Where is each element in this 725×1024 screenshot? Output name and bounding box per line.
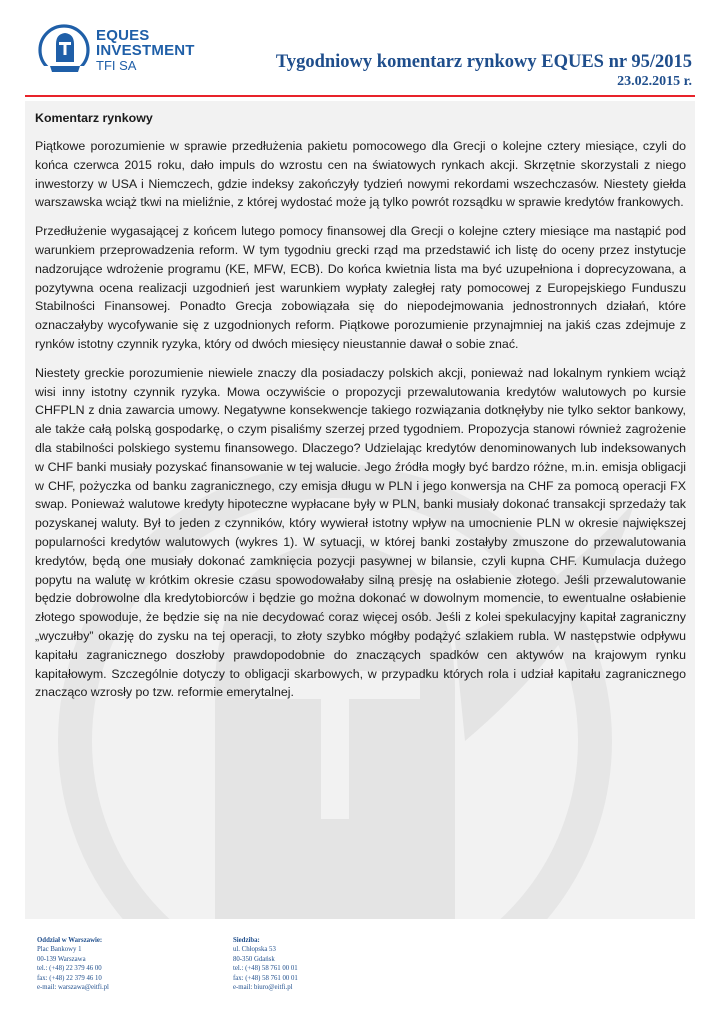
- page-header: [0, 0, 725, 100]
- warsaw-office-contact: [37, 936, 109, 992]
- warsaw-heading: Oddział w Warszawie:: [37, 937, 103, 944]
- paragraph-2: Przedłużenie wygasającej z końcem lutego pomocy finansowej dla Grecji o kolejne cztery miesiące ma nastąpić pod warunkiem przeprowadzenia reform. W tym tygodniu grecki rząd ma przedstawić ich listę do oceny przez instytucje nadzorujące wdrożenie programu (KE, MFW, ECB). Do końca kwietnia lista ma być uzupełniona i doprecyzowana, a pozytywna ocena realizacji uzgodnień jest warunkiem wypłaty zaległej raty pomocowej z Europejskiego Funduszu Stabilności Finansowej. Ponadto Grecja zobowiązała się do niepodejmowania jednostronnych działań, które oznaczałyby wycofywanie się z uzgodnionych reform. Piątkowe porozumienie przynajmniej na jakiś czas zdejmuje z rynków istotny czynnik ryzyka, który od dwóch miesięcy nieustannie dawał o sobie znać.: [35, 224, 686, 351]
- warsaw-fax: fax: (+48) 22 379 46 10: [37, 974, 102, 982]
- commentary-panel: [25, 101, 695, 919]
- warsaw-phone: tel.: (+48) 22 379 46 00: [37, 965, 102, 973]
- headquarters-contact: [233, 936, 298, 992]
- section-title: Komentarz rynkowy: [35, 111, 153, 125]
- logo-line-eques: EQUES: [96, 27, 150, 44]
- logo-line-tfi: TFI SA: [96, 58, 137, 73]
- hq-street: ul. Chłopska 53: [233, 946, 276, 954]
- hq-fax: fax: (+48) 58 761 00 01: [233, 974, 298, 982]
- knight-helmet-icon: [38, 22, 90, 78]
- commentary-text: [35, 109, 686, 712]
- hq-heading: Siedziba:: [233, 937, 260, 944]
- document-date: 23.02.2015 r.: [617, 74, 692, 89]
- warsaw-street: Plac Bankowy 1: [37, 946, 82, 954]
- logo-wordmark: [96, 28, 195, 73]
- hq-phone: tel.: (+48) 58 761 00 01: [233, 965, 298, 973]
- page-footer: [0, 930, 725, 1024]
- paragraph-3: Niestety greckie porozumienie niewiele znaczy dla posiadaczy polskich akcji, ponieważ nad lokalnym rynkiem wciąż wisi inny istotny czynnik ryzyka. Mowa oczywiście o propozycji przewalutowania kredytów walutowych po kursie CHFPLN z dnia zawarcia umowy. Negatywne konsekwencje takiego rozwiązania dotknęłyby nie tylko sektor bankowy, ale także całą polską gospodarkę, o czym pisaliśmy szerzej przed tygodniem. Propozycja stanowi również zagrożenie dla stabilności polskiego systemu finansowego. Dlaczego? Udzielając kredytów denominowanych lub indeksowanych w CHF banki musiały pozyskać finansowanie w tej walucie. Jego źródła mogły być bardzo różne, m.in. emisja obligacji w CHF, pożyczka od banku zagranicznego, czy emisja długu w PLN i jego konwersja na CHF za pomocą operacji FX swap. Ponieważ walutowe kredyty hipoteczne wypłacane były w PLN, banki musiały dokonać transakcji sprzedaży tak pozyskanej waluty. Był to jeden z czynników, który wywierał istotny wpływ na umocnienie PLN w okresie największej popularności kredytów walutowych (wykres 1). W sytuacji, w której banki zostałyby zmuszone do przewalutowania kredytów, będą one musiały dokonać zamknięcia pozycji pasywnej w bilansie, czyli kupna CHF. Kumulacja dużego popytu na walutę w krótkim okresie czasu spowodowałaby silną presję na osłabienie złotego. Jeśli przewalutowanie będzie dobrowolne dla kredytobiorców i będzie go można dokonać w dowolnym momencie, to ewentualne osłabienie złotego spowoduje, że będzie się na nie decydować coraz więcej osób. Jeśli z kolei spekulacyjny kapitał zagraniczny „wyczułby” okazję do zysku na tej operacji, to złoty szybko mógłby podążyć szlakiem rubla. W następstwie odpływu kapitału zagranicznego doszłoby prawdopodobnie do znaczących spadków cen aktywów na krajowym rynku kapitałowym. Szczególnie dotyczy to obligacji skarbowych, w przypadku których rola i udział kapitału zagranicznego znacząco wzrosły po tzw. reformie emerytalnej.: [35, 365, 686, 700]
- document-title: Tygodniowy komentarz rynkowy EQUES nr 95/2015: [275, 52, 692, 72]
- hq-city: 80-350 Gdańsk: [233, 955, 275, 963]
- paragraph-1: Piątkowe porozumienie w sprawie przedłużenia pakietu pomocowego dla Grecji o kolejne cztery miesiące, czyli do końca czerwca 2015 roku, dało impuls do wzrostu cen na światowych rynkach akcji. Skrzętnie skorzystali z niego inwestorzy w USA i Niemczech, gdzie indeksy zakończyły tydzień nowymi rekordami wszechczasów. Niestety giełda warszawska wciąż tkwi na mieliźnie, z której wydostać może ją tylko powrót rozsądku w sprawie kredytów frankowych.: [35, 139, 686, 210]
- logo-line-investment: INVESTMENT: [96, 42, 195, 59]
- hq-email-link[interactable]: e-mail: biuro@eitfi.pl: [233, 984, 293, 992]
- warsaw-email-link[interactable]: e-mail: warszawa@eitfi.pl: [37, 984, 109, 992]
- warsaw-city: 00-139 Warszawa: [37, 955, 86, 963]
- header-divider: [25, 95, 695, 97]
- company-logo: [38, 22, 213, 82]
